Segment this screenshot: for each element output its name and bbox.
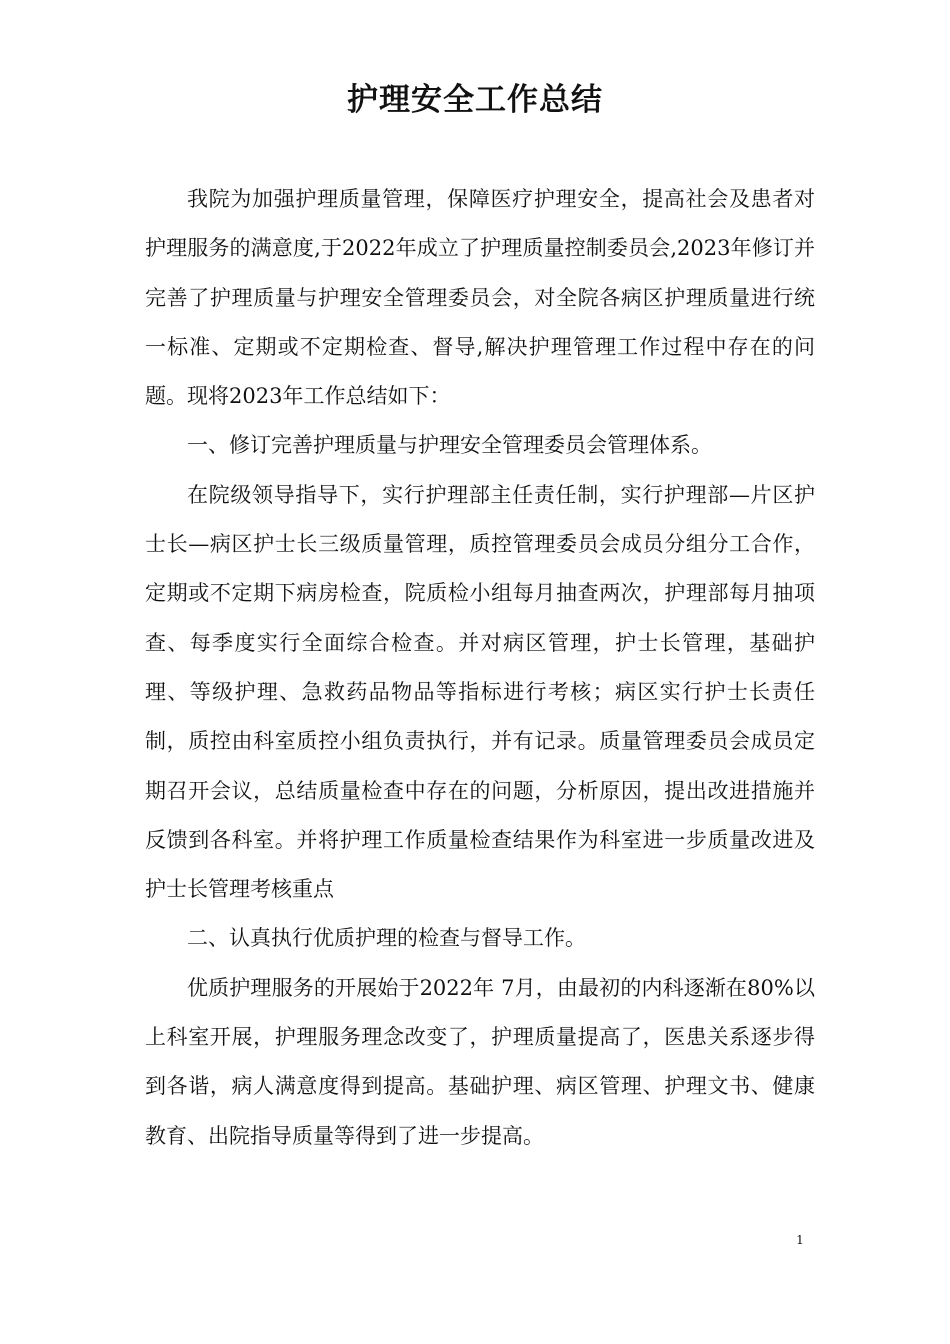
paragraph-section-2: 优质护理服务的开展始于2022年 7月，由最初的内科逐渐在80%以上科室开展，护理服务理念改变了，护理质量提高了，医患关系逐步得到各谐，病人满意度得到提高。基础护理、病区管理、护理文书、健康教育、出院指导质量等得到了进一步提高。: [145, 975, 815, 1148]
paragraph-section-1: 在院级领导指导下，实行护理部主任责任制，实行护理部—片区护士长—病区护士长三级质量管理，质控管理委员会成员分组分工合作，定期或不定期下病房检查，院质检小组每月抽查两次，护理部每月抽项查、每季度实行全面综合检查。并对病区管理，护士长管理，基础护理、等级护理、急救药品物品等指标进行考核；病区实行护士长责任制，质控由科室质控小组负责执行，并有记录。质量管理委员会成员定期召开会议，总结质量检查中存在的问题，分析原因，提出改进措施并反馈到各科室。并将护理工作质量检查结果作为科室进一步质量改进及护士长管理考核重点: [145, 482, 815, 902]
section-heading-1: 一、修订完善护理质量与护理安全管理委员会管理体系。: [187, 433, 712, 458]
paragraph-intro: 我院为加强护理质量管理，保障医疗护理安全，提高社会及患者对护理服务的满意度,于2022年成立了护理质量控制委员会,2023年修订并完善了护理质量与护理安全管理委员会，对全院各病区护理质量进行统一标准、定期或不定期检查、督导,解决护理管理工作过程中存在的问题。现将2023年工作总结如下：: [145, 187, 815, 409]
page-number: 1: [796, 1233, 804, 1247]
document-title: 护理安全工作总结: [347, 82, 603, 118]
document-body: [145, 175, 815, 1161]
section-heading-2: 二、认真执行优质护理的检查与督导工作。: [187, 926, 586, 951]
